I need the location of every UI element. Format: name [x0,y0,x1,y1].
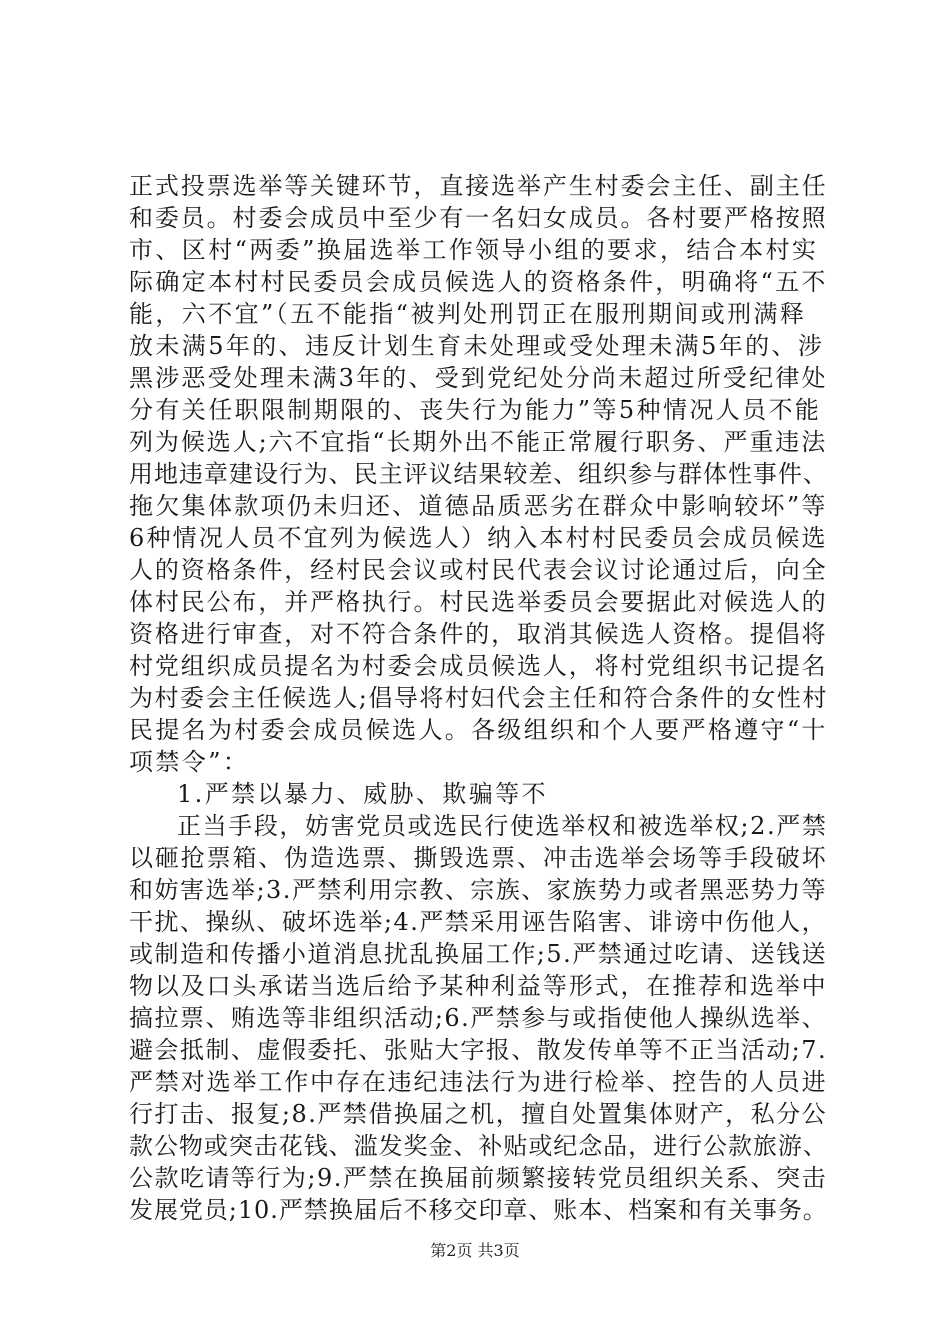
text-line: 物以及口头承诺当选后给予某种利益等形式，在推荐和选举中 [129,972,828,1000]
text-line: 际确定本村村民委员会成员候选人的资格条件，明确将“五不 [129,268,828,296]
text-line: 行打击、报复;8.严禁借换届之机，擅自处置集体财产，私分公 [129,1100,828,1128]
text-line: 能，六不宜”（五不能指“被判处刑罚正在服刑期间或刑满释 [129,300,807,328]
text-line: 资格进行审查，对不符合条件的，取消其候选人资格。提倡将 [129,620,828,648]
text-line: 或制造和传播小道消息扰乱换届工作;5.严禁通过吃请、送钱送 [129,940,828,968]
text-line: 1.严禁以暴力、威胁、欺骗等不 [177,780,548,808]
text-line: 正当手段，妨害党员或选民行使选举权和被选举权;2.严禁 [177,812,828,840]
text-line: 拖欠集体款项仍未归还、道德品质恶劣在群众中影响较坏”等 [129,492,828,520]
text-line: 和妨害选举;3.严禁利用宗教、宗族、家族势力或者黑恶势力等 [129,876,828,904]
text-line: 以砸抢票箱、伪造选票、撕毁选票、冲击选举会场等手段破坏 [129,844,828,872]
text-line: 分有关任职限制期限的、丧失行为能力”等5种情况人员不能 [129,396,822,424]
text-line: 正式投票选举等关键环节，直接选举产生村委会主任、副主任 [129,172,828,200]
text-line: 放未满5年的、违反计划生育未处理或受处理未满5年的、涉 [129,332,825,360]
page-number-footer: 第2页 共3页 [430,1241,520,1260]
text-line: 和委员。村委会成员中至少有一名妇女成员。各村要严格按照 [129,204,828,232]
text-line: 列为候选人;六不宜指“长期外出不能正常履行职务、严重违法 [129,428,828,456]
text-line: 公款吃请等行为;9.严禁在换届前频繁接转党员组织关系、突击 [129,1164,828,1192]
text-line: 发展党员;10.严禁换届后不移交印章、账本、档案和有关事务。 [129,1196,828,1224]
document-body [129,170,829,1226]
text-line: 村党组织成员提名为村委会成员候选人，将村党组织书记提名 [129,652,828,680]
text-line: 为村委会主任候选人;倡导将村妇代会主任和符合条件的女性村 [129,684,828,712]
text-line: 干扰、操纵、破坏选举;4.严禁采用诬告陷害、诽谤中伤他人， [129,908,828,936]
text-line: 人的资格条件，经村民会议或村民代表会议讨论通过后，向全 [129,556,828,584]
text-line: 市、区村“两委”换届选举工作领导小组的要求，结合本村实 [129,236,819,264]
text-line: 避会抵制、虚假委托、张贴大字报、散发传单等不正当活动;7. [129,1036,828,1064]
text-line: 项禁令”： [129,748,250,776]
text-line: 严禁对选举工作中存在违纪违法行为进行检举、控告的人员进 [129,1068,828,1096]
text-line: 用地违章建设行为、民主评议结果较差、组织参与群体性事件、 [129,460,828,488]
text-line: 6种情况人员不宜列为候选人）纳入本村村民委员会成员候选 [129,524,828,552]
text-line: 搞拉票、贿选等非组织活动;6.严禁参与或指使他人操纵选举、 [129,1004,828,1032]
text-line: 体村民公布，并严格执行。村民选举委员会要据此对候选人的 [129,588,828,616]
text-line: 款公物或突击花钱、滥发奖金、补贴或纪念品，进行公款旅游、 [129,1132,828,1160]
text-line: 民提名为村委会成员候选人。各级组织和个人要严格遵守“十 [129,716,828,744]
text-line: 黑涉恶受处理未满3年的、受到党纪处分尚未超过所受纪律处 [129,364,828,392]
